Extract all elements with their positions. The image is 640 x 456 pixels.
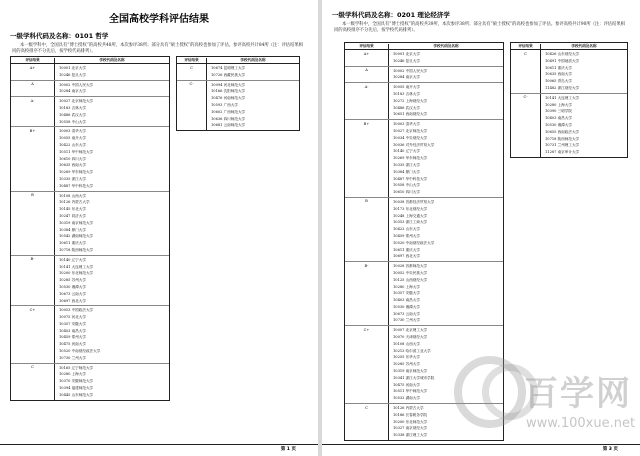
school-entry: 10094 河北师范大学	[211, 82, 246, 87]
grade-label: B	[345, 198, 389, 261]
school-entry: 10674 昆明理工大学	[211, 66, 246, 70]
school-list	[389, 67, 503, 83]
school-entry: 10530 湘潭大学	[545, 122, 572, 127]
header-grade: 评估结果	[345, 44, 389, 49]
school-entry: 10280 上海大学	[393, 284, 420, 289]
school-list	[541, 50, 627, 93]
school-entry: 10141 大连理工大学	[59, 264, 94, 269]
school-entry: 10038 首都经济贸易大学	[393, 199, 435, 204]
grade-label: C-	[511, 94, 541, 157]
school-entry: 10475 河南大学	[59, 342, 86, 347]
school-entry: 10126 内蒙古大学	[59, 200, 90, 205]
school-entry: 10353 浙江工商大学	[393, 220, 428, 225]
grade-group	[11, 364, 169, 400]
school-entry: 10007 北京理工大学	[393, 328, 428, 333]
header-grade: 评估结果	[511, 44, 541, 49]
grade-label: C-	[177, 81, 207, 131]
school-entry: 10335 浙江大学	[59, 176, 86, 181]
school-entry: 10028 首都师范大学	[393, 264, 428, 269]
school-entry: 10002 中国人民大学	[59, 82, 94, 87]
school-entry: 10108 山西大学	[393, 341, 420, 346]
school-list	[389, 262, 503, 325]
subject-heading: 一级学科代码及名称：0101 哲学	[10, 32, 109, 40]
school-entry: 10272 上海财经大学	[393, 98, 428, 103]
school-entry: 10486 武汉大学	[59, 112, 86, 117]
school-entry: 10002 中国人民大学	[393, 68, 428, 73]
grade-group	[345, 198, 503, 262]
school-entry: 10055 南开大学	[59, 136, 86, 141]
school-entry: 10491 中国地质大学	[545, 58, 580, 63]
school-entry: 10422 山东大学	[59, 142, 86, 147]
school-entry: 10390 三明学院	[545, 109, 572, 114]
school-entry: 10673 云南大学	[393, 311, 420, 316]
grade-label: A+	[345, 50, 389, 66]
school-entry: 10611 重庆大学	[59, 241, 86, 246]
school-entry: 10730 兰州大学	[59, 355, 86, 360]
school-entry: 10520 中南财经政法大学	[393, 240, 435, 245]
table-header	[11, 57, 169, 64]
school-entry: 10611 重庆大学	[393, 247, 420, 252]
school-entry: 10055 南开大学	[393, 85, 420, 90]
school-entry: 10697 西北大学	[393, 254, 420, 259]
grade-group	[11, 81, 169, 98]
school-entry: 10475 河南大学	[393, 382, 420, 387]
school-entry: 10246 复旦大学	[393, 58, 420, 63]
school-list	[389, 198, 503, 261]
school-entry: 10532 湖南大学	[393, 396, 420, 401]
grade-label: A-	[11, 97, 55, 126]
school-entry: 11287 南京审计大学	[545, 150, 580, 155]
school-entry: 10027 北京师范大学	[59, 99, 94, 104]
school-entry: 10183 吉林大学	[59, 105, 86, 110]
grade-table-main	[10, 56, 170, 401]
school-entry: 10001 北京大学	[393, 52, 420, 56]
grade-label: B-	[11, 256, 55, 306]
school-entry: 10486 武汉大学	[393, 105, 420, 110]
school-list	[55, 256, 169, 306]
school-list	[207, 81, 299, 131]
school-entry: 10511 华中师范大学	[393, 389, 428, 394]
header-grade: 评估结果	[177, 58, 207, 63]
grade-label: B-	[345, 262, 389, 325]
school-entry: 10718 陕西师范大学	[59, 247, 94, 252]
school-list	[389, 50, 503, 66]
school-entry: 10558 中山大学	[59, 119, 86, 124]
school-entry: 10697 西北大学	[59, 298, 86, 303]
grade-label: C+	[11, 306, 55, 362]
school-entry: 10681 云南师范大学	[211, 123, 246, 128]
school-entry: 10338 浙江理工大学	[393, 433, 428, 438]
school-entry: 10611 重庆大学	[545, 65, 572, 70]
school-entry: 10370 安徽师范大学	[59, 379, 94, 384]
grade-group	[11, 97, 169, 127]
school-list	[55, 97, 169, 126]
school-entry: 10248 上海交通大学	[393, 213, 428, 218]
grade-group	[11, 192, 169, 256]
school-entry: 10070 天津财经大学	[393, 335, 428, 340]
header-grade: 评估结果	[11, 58, 55, 63]
school-entry: 10280 上海大学	[545, 102, 572, 107]
grade-group	[345, 67, 503, 84]
school-list	[55, 306, 169, 362]
school-entry: 10285 苏州大学	[393, 362, 420, 367]
grade-group	[11, 306, 169, 363]
document-page-1	[0, 0, 318, 456]
school-entry: 10269 华东师范大学	[393, 156, 428, 161]
page-number: 第 1 页	[280, 447, 296, 452]
school-entry: 10140 辽宁大学	[393, 149, 420, 154]
school-entry: 10673 云南大学	[59, 291, 86, 296]
school-entry: 10200 东北师范大学	[393, 419, 428, 424]
grade-label: A	[345, 67, 389, 83]
page-title: 全国高校学科评估结果	[109, 14, 209, 25]
grade-group	[177, 81, 299, 131]
grade-group	[345, 50, 503, 67]
school-entry: 10403 南昌大学	[393, 298, 420, 303]
school-entry: 10108 山西大学	[59, 193, 86, 198]
school-entry: 10280 上海大学	[59, 372, 86, 377]
school-entry: 10403 南昌大学	[545, 116, 572, 121]
header-school: 学校代码及名称	[571, 43, 597, 48]
school-entry: 10145 东北大学	[59, 207, 86, 212]
grade-label: B+	[345, 120, 389, 197]
school-entry: 10284 南京大学	[393, 75, 420, 80]
grade-label: C	[11, 364, 55, 400]
grade-label: A-	[345, 83, 389, 119]
grade-label: C	[345, 404, 389, 440]
subject-note: 本一级学科中，全国具有“博士授权”的高校共48所，本次参评38所；部分具有“硕士授权”的高校也参加了评估。参评高校共计84所（注：评估结果相同的高校排序不分先后，按学校代码排列）。	[12, 43, 303, 55]
school-entry: 10422 山东大学	[393, 227, 420, 232]
school-entry: 10520 中南财经政法大学	[59, 349, 101, 354]
school-entry: 10269 华东师范大学	[59, 170, 94, 175]
school-entry: 10636 四川师范大学	[211, 116, 246, 121]
grade-label: C	[511, 50, 541, 93]
grade-label: A	[11, 81, 55, 97]
school-entry: 10246 复旦大学	[59, 72, 86, 77]
school-entry: 10384 厦门大学	[59, 227, 86, 232]
school-entry: 10075 河北大学	[59, 315, 86, 320]
school-entry: 10459 郑州大学	[393, 233, 420, 238]
school-entry: 10255 东华大学	[393, 355, 420, 360]
school-entry: 10141 大连理工大学	[545, 95, 580, 100]
school-entry: 10445 山东师范大学	[59, 392, 94, 397]
school-list	[207, 64, 299, 80]
grade-group	[345, 83, 503, 120]
school-entry: 10186 长春税务学院	[393, 412, 428, 417]
school-entry: 10530 湘潭大学	[59, 284, 86, 289]
watermark-logo	[454, 356, 634, 446]
grade-group	[345, 120, 503, 198]
school-entry: 10327 南京财经大学	[393, 426, 428, 431]
grade-label: C+	[345, 326, 389, 403]
school-entry: 10730 兰州大学	[393, 318, 420, 323]
grade-group	[11, 127, 169, 191]
school-entry: 10558 中山大学	[393, 183, 420, 188]
school-entry: 10403 南昌大学	[59, 328, 86, 333]
school-entry: 10718 陕西师范大学	[545, 136, 580, 141]
school-entry: 10027 北京师范大学	[393, 128, 428, 133]
school-entry: 11482 浙江财经大学	[545, 85, 580, 90]
school-entry: 10726 西藏民族大学	[211, 72, 246, 77]
school-entry: 10511 华中师范大学	[59, 149, 94, 154]
grade-group	[511, 50, 627, 94]
school-entry: 10166 沈阳师范大学	[211, 89, 246, 94]
school-entry: 10140 辽宁大学	[59, 257, 86, 262]
page-footer	[0, 444, 318, 454]
school-entry: 10001 北京大学	[59, 66, 86, 70]
school-entry: 10357 安徽大学	[393, 291, 420, 296]
grade-group	[345, 262, 503, 326]
school-entry: 10125 山西财经大学	[393, 277, 428, 282]
school-entry: 10036 对外经济贸易大学	[393, 142, 435, 147]
watermark-url: www.100xue.net	[526, 416, 636, 431]
school-entry: 10593 广西大学	[211, 102, 238, 107]
school-entry: 10426 山东财经大学	[545, 52, 580, 56]
school-list	[55, 364, 169, 400]
school-entry: 10173 东北财经大学	[393, 206, 428, 211]
school-entry: 10052 中央民族大学	[393, 270, 428, 275]
header-school: 学校代码及名称	[433, 43, 459, 48]
school-entry: 10003 清华大学	[59, 129, 86, 134]
table-header	[345, 43, 503, 50]
school-entry: 10065 青岛大学	[545, 79, 572, 84]
grade-table-continued	[510, 42, 628, 158]
school-entry: 10357 安徽大学	[59, 321, 86, 326]
school-entry: 10247 同济大学	[59, 213, 86, 218]
school-entry: 10200 东北师范大学	[59, 271, 94, 276]
school-entry: 10034 中央财经大学	[393, 135, 428, 140]
school-entry: 10731 兰州理工大学	[545, 143, 580, 148]
school-entry: 10542 湖南师范大学	[59, 234, 94, 239]
school-entry: 10635 西南大学	[59, 163, 86, 168]
grade-label: A+	[11, 64, 55, 80]
subject-heading: 一级学科代码及名称：0201 理论经济学	[332, 11, 450, 19]
watermark-text: 百学网	[524, 374, 632, 414]
grade-table-continued	[176, 56, 300, 131]
school-entry: 10635 西南大学	[545, 72, 572, 77]
school-entry: 10610 四川大学	[393, 190, 420, 195]
grade-group	[11, 64, 169, 81]
school-entry: 10126 内蒙古大学	[393, 406, 424, 411]
school-entry: 10003 清华大学	[393, 122, 420, 127]
grade-group	[511, 94, 627, 157]
school-entry: 10487 华中科技大学	[59, 183, 94, 188]
school-entry: 10476 河南师范大学	[211, 96, 246, 101]
school-entry: 10655 西南政法大学	[545, 129, 580, 134]
school-entry: 10183 吉林大学	[393, 91, 420, 96]
school-entry: 10602 广西师范大学	[211, 109, 246, 114]
document-page-2	[322, 0, 640, 456]
school-entry: 10165 辽宁师范大学	[59, 365, 94, 370]
school-list	[55, 64, 169, 80]
table-header	[177, 57, 299, 64]
school-entry: 10651 西南财经大学	[393, 112, 428, 117]
school-list	[389, 120, 503, 197]
header-school: 学校代码及名称	[99, 57, 125, 62]
header-school: 学校代码及名称	[240, 57, 266, 62]
school-entry: 10610 四川大学	[59, 156, 86, 161]
school-entry: 10319 南京师范大学	[59, 220, 94, 225]
school-entry: 10530 湘潭大学	[393, 304, 420, 309]
grade-group	[11, 256, 169, 307]
school-list	[389, 83, 503, 119]
grade-label: C	[177, 64, 207, 80]
school-entry: 10335 浙江大学	[393, 162, 420, 167]
school-entry: 10285 苏州大学	[59, 278, 86, 283]
school-entry: 10459 郑州大学	[59, 335, 86, 340]
school-entry: 10487 华中科技大学	[393, 176, 428, 181]
school-list	[541, 94, 627, 157]
school-list	[55, 192, 169, 255]
school-entry: 10319 南京师范大学	[393, 369, 428, 374]
school-list	[55, 81, 169, 97]
table-header	[511, 43, 627, 50]
grade-label: B	[11, 192, 55, 255]
grade-label: B+	[11, 127, 55, 190]
page-number: 第 3 页	[602, 447, 618, 452]
school-list	[55, 127, 169, 190]
school-entry: 10053 中国政法大学	[59, 308, 94, 313]
school-entry: 10284 南京大学	[59, 89, 86, 94]
school-entry: 10213 哈尔滨工业大学	[393, 348, 431, 353]
school-entry: 10384 厦门大学	[393, 169, 420, 174]
grade-group	[177, 64, 299, 81]
school-entry: 10394 福建师范大学	[59, 386, 94, 391]
school-entry: 10341 浙江大学城市学院	[393, 375, 435, 380]
subject-note: 本一级学科中，全国具有“博士授权”的高校共39所，本次参评38所；部分具有“硕士授权”的高校也参加了评估。参评高校共计90所（注：评估结果相同的高校排序不分先后，按学校代码排列）。	[334, 22, 625, 34]
